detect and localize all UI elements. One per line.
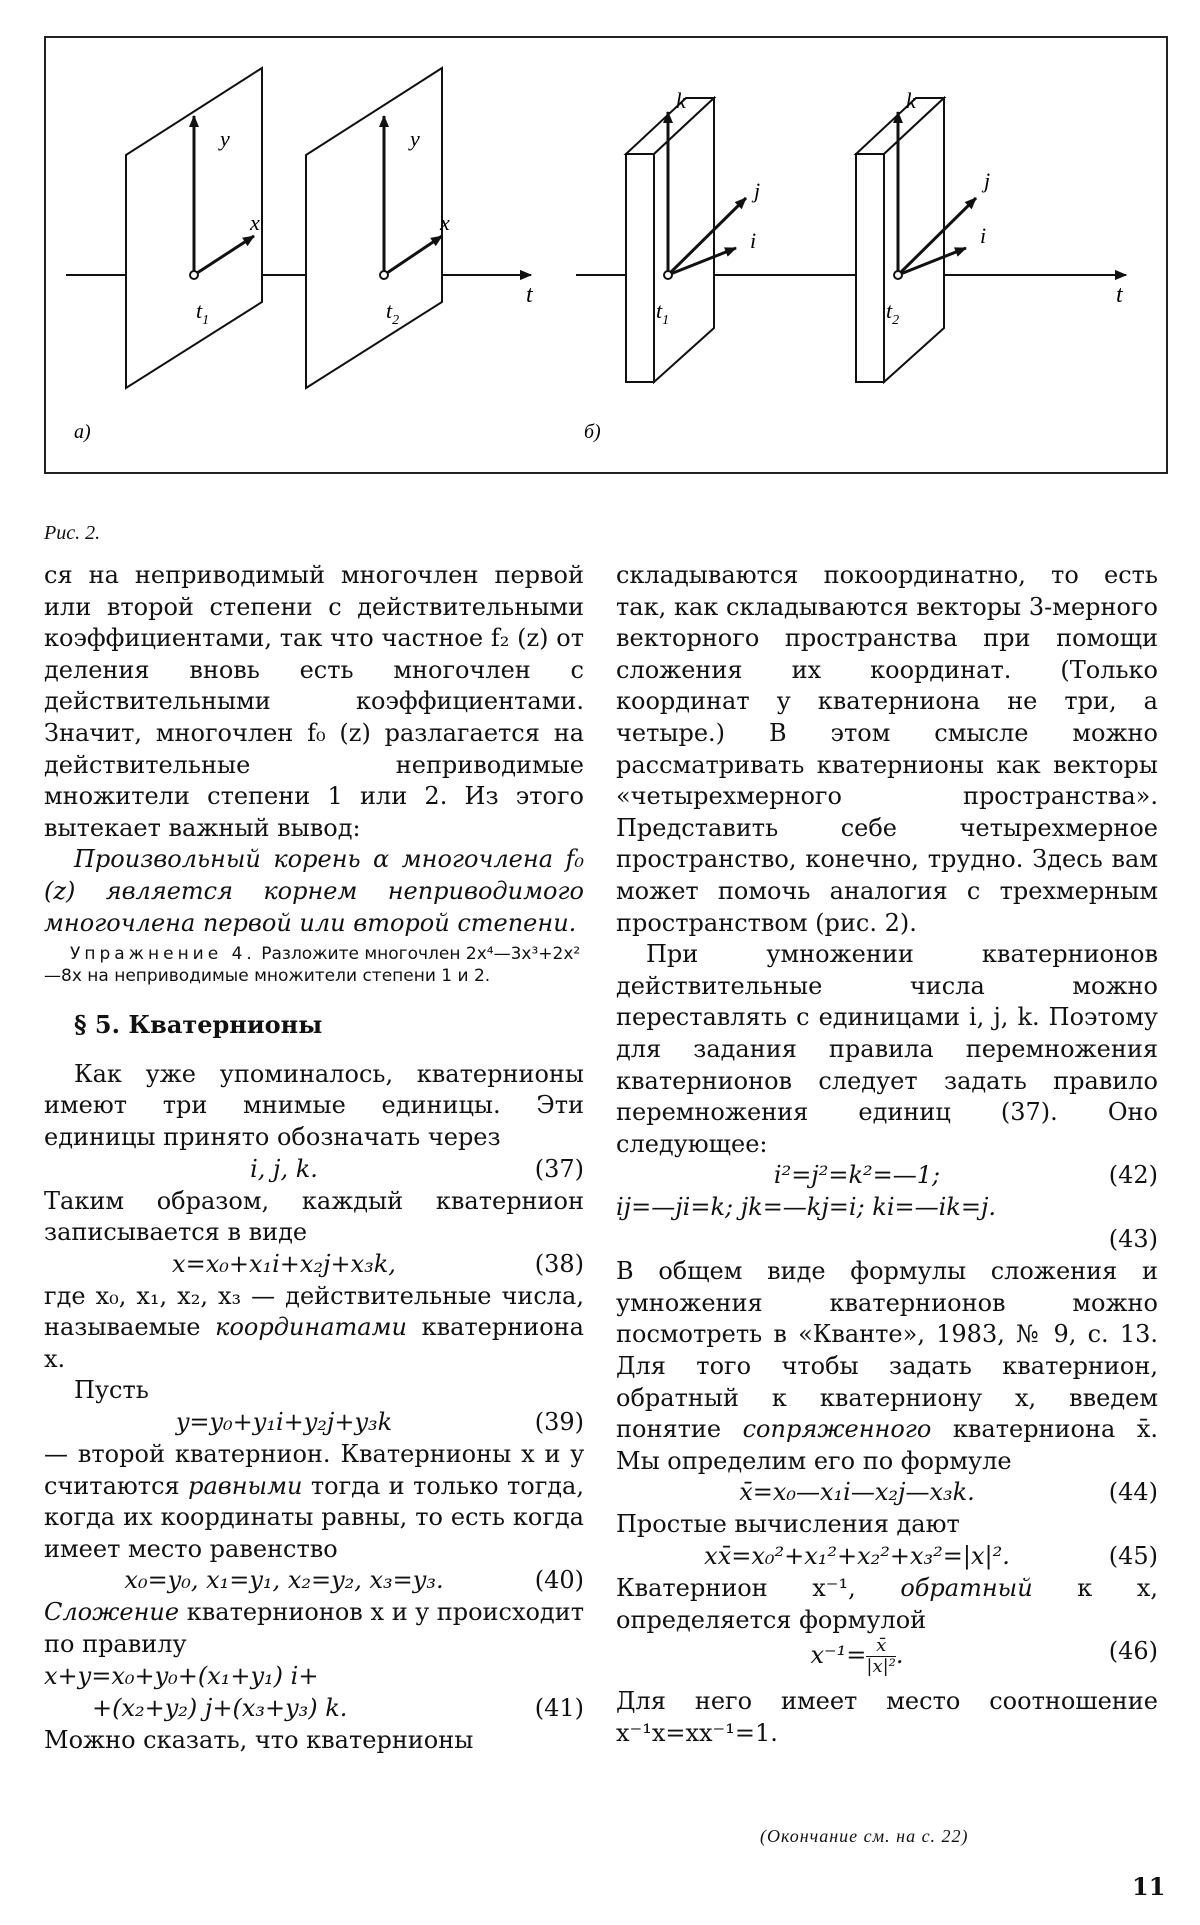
slab-t2 — [856, 154, 884, 382]
slab-t1 — [626, 154, 654, 382]
figure-2-drawing — [46, 38, 1166, 472]
figure-2 — [44, 36, 1168, 474]
paragraph: Сложение кватернионов x и y происходит по правилу — [44, 1598, 584, 1659]
formula-39: y=y₀+y₁i+y₂j+y₃k (39) — [175, 1408, 584, 1437]
figure-caption: Рис. 2. — [44, 522, 101, 544]
paragraph: Как уже упоминалось, кватернионы имеют три мнимые единицы. Эти единицы принято обозначать через — [44, 1059, 584, 1151]
label-j-1: j — [754, 178, 761, 203]
paragraph: ся на неприводимый многочлен первой или второй степени с действительными коэффициентами, так что частное f₂ (z) от деления вновь есть многочлен с действительными коэффициентами. Значит, многочлен f₀ (z) разлагается на действительные неприводимые множители степени 1 или 2. Из этого вытекает важный вывод: — [44, 561, 584, 842]
formula-43: ij=—ji=k; jk=—kj=i; ki=—ik=j. — [616, 1193, 997, 1222]
continuation-note: (Окончание см. на с. 22) — [760, 1826, 969, 1846]
label-j-2: j — [984, 168, 991, 193]
paragraph: Можно сказать, что кватернионы — [44, 1725, 474, 1754]
label-t-a: t — [526, 282, 533, 308]
paragraph: При умножении кватернионов действительные числа можно переставлять с единицами i, j, k. Поэтому для задания правила перемножения кватернионов следует задать правило перемножения единиц (37). Оно следующее: — [616, 940, 1158, 1158]
label-i-1: i — [750, 228, 757, 253]
formula-38: x=x₀+x₁i+x₂j+x₃k, (38) — [172, 1249, 584, 1278]
paragraph: где x₀, x₁, x₂, x₃ — действительные числа, называемые координатами кватерниона x. — [44, 1281, 584, 1373]
label-k-2: k — [906, 88, 916, 113]
formula-41-line1: x+y=x₀+y₀+(x₁+y₁) i+ — [44, 1661, 319, 1690]
label-k-1: k — [676, 88, 686, 113]
paragraph: Кватернион x⁻¹, обратный к x, определяется формулой — [616, 1574, 1158, 1634]
exercise-label: Упражнение 4. — [70, 944, 256, 965]
paragraph: В общем виде формулы сложения и умножения кватернионов можно посмотреть в «Кванте», 1983, № 9, с. 13. Для того чтобы задать кватернион, обратный к кватерниону x, введем понятие сопряженного кватерниона x̄. Мы определим его по формуле — [616, 1257, 1158, 1475]
left-column — [44, 560, 584, 1756]
panel-b-label: б) — [584, 421, 601, 443]
label-x-1: x — [250, 210, 260, 235]
formula-37: i, j, k. (37) — [250, 1154, 584, 1183]
paragraph: Для него имеет место соотношение x⁻¹x=xx⁻¹=1. — [616, 1687, 1158, 1747]
section-heading: § 5. Кватернионы — [74, 1010, 323, 1040]
label-t2-a: $t_2$ — [386, 298, 400, 328]
formula-45: xx̄=x₀²+x₁²+x₂²+x₃²=|x|². (45) — [704, 1542, 1158, 1571]
label-y-1: y — [220, 126, 230, 151]
panel-a-label: а) — [74, 421, 91, 443]
formula-46: x⁻¹= $\frac{x̄}{\text{|x|²}}$ . (46) — [810, 1635, 1158, 1678]
plane-t2 — [306, 68, 442, 388]
label-t2-b: $t_2$ — [886, 298, 900, 328]
right-column — [616, 560, 1158, 1749]
formula-42: i²=j²=k²=—1; (42) — [773, 1161, 1158, 1190]
formula-44: x̄=x₀—x₁i—x₂j—x₃k. (44) — [739, 1478, 1158, 1507]
formula-43-number: (43) — [1108, 1225, 1158, 1254]
paragraph: Пусть — [74, 1376, 149, 1405]
panel-b — [576, 88, 1126, 443]
paragraph: Таким образом, каждый кватернион записывается в виде — [44, 1186, 584, 1247]
formula-41-line2: +(x₂+y₂) j+(x₃+y₃) k. (41) — [92, 1693, 584, 1722]
label-y-2: y — [410, 126, 420, 151]
paragraph: складываются покоординатно, то есть так, как складываются векторы 3-мерного векторного пространства при помощи сложения их координат. (Только координат у кватерниона не три, а четыре.) В этом смысле можно рассматривать кватернионы как векторы «четырехмерного пространства». Представить себе четырехмерное пространство, конечно, трудно. Здесь вам может помочь аналогия с трехмерным пространством (рис. 2). — [616, 561, 1158, 937]
formula-40: x₀=y₀, x₁=y₁, x₂=y₂, x₃=y₃. (40) — [124, 1566, 584, 1595]
exercise-4 — [44, 943, 584, 987]
paragraph: Простые вычисления дают — [616, 1510, 960, 1539]
label-t1-b: $t_1$ — [656, 298, 670, 328]
page-number: 11 — [1132, 1872, 1166, 1901]
conclusion: Произвольный корень α многочлена f₀ (z) является корнем неприводимого многочлена первой или второй степени. — [44, 845, 584, 937]
paragraph: — второй кватернион. Кватернионы x и y считаются равными тогда и только тогда, когда их координаты равны, то есть когда имеет место равенство — [44, 1440, 584, 1563]
panel-a — [66, 68, 534, 443]
label-i-2: i — [980, 223, 987, 248]
label-t1-a: $t_1$ — [196, 298, 210, 328]
label-t-b: t — [1116, 282, 1123, 308]
label-x-2: x — [440, 210, 450, 235]
exercise-text: Разложите многочлен 2x⁴—3x³+2x²—8x на неприводимые множители степени 1 и 2. — [44, 944, 581, 987]
